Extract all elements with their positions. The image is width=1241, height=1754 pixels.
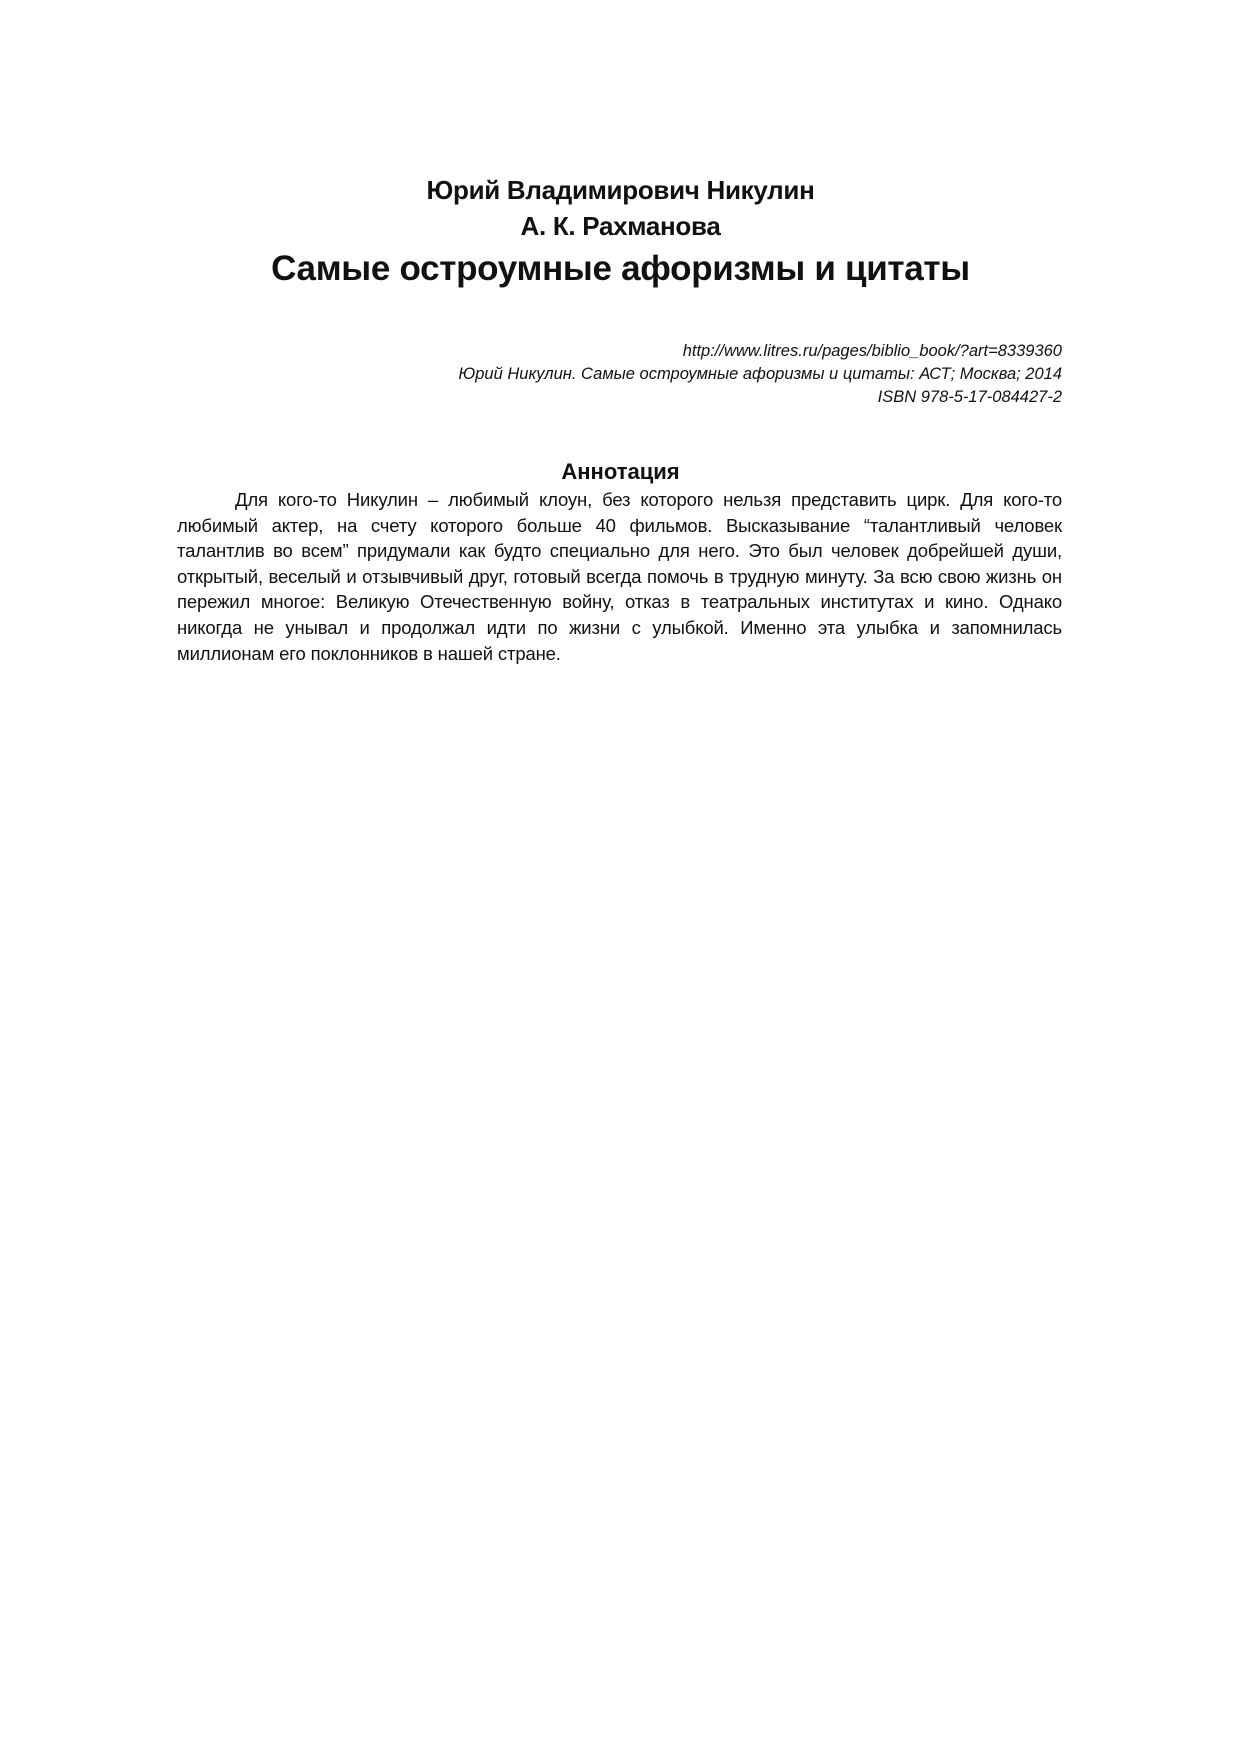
- annotation-heading: Аннотация: [561, 459, 680, 484]
- citation: Юрий Никулин. Самые остроумные афоризмы и цитаты: АСТ; Москва; 2014: [458, 365, 1062, 383]
- isbn: ISBN 978-5-17-084427-2: [877, 388, 1062, 406]
- annotation-text: Для кого-то Никулин – любимый клоун, без которого нельзя представить цирк. Для кого-то любимый актер, на счету которого больше 40 фильмов. Высказывание “талантливый человек талантлив во всем” придумали как будто специально для него. Это был человек добрейшей души, открытый, веселый и отзывчивый друг, готовый всегда помочь в трудную минуту. За всю свою жизнь он пережил многое: Великую Отечественную войну, отказ в театральных институтах и кино. Однако никогда не унывал и продолжал идти по жизни с улыбкой. Именно эта улыбка и запомнилась миллионам его поклонников в нашей стране.: [177, 489, 1062, 664]
- book-title: Самые остроумные афоризмы и цитаты: [271, 249, 970, 288]
- title-block: [0, 172, 1241, 292]
- co-author-name: А. К. Рахманова: [520, 211, 721, 241]
- source-url: http://www.litres.ru/pages/biblio_book/?art=8339360: [682, 342, 1062, 360]
- author-name: Юрий Владимирович Никулин: [426, 175, 815, 205]
- publication-meta: [458, 340, 1062, 409]
